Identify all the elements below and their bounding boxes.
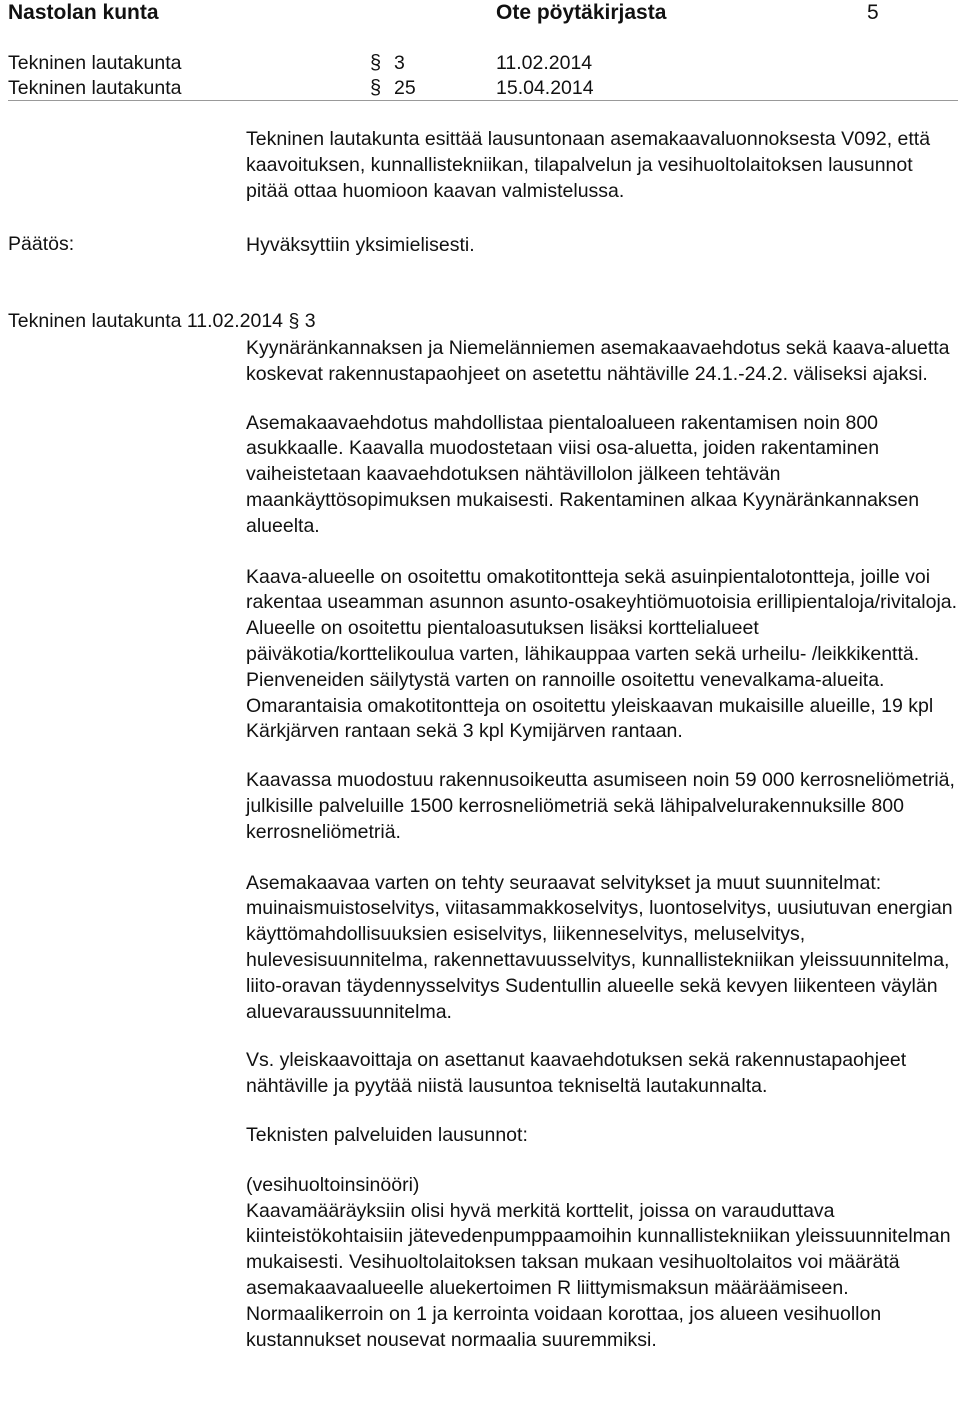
paragraph: Kaava-alueelle on osoitettu omakotitontteja sekä asuinpientalotontteja, joille voi rakentaa useamman asunnon asunto-osakeyhtiömuotoisia erillipientaloja/rivitaloja. Alueelle on osoitettu pientaloasutuksen lisäksi korttelialueet päiväkotia/korttelikoulua varten, lähikauppaa varten sekä urheilu- /leikkikenttä. Pienveneiden säilytystä varten on rannoille osoitettu venevalkama-alueita. Omarantaisia omakotitontteja on osoitettu yleiskaavan mukaisille alueille, 19 kpl Kärkjärven rantaan sekä 3 kpl Kymijärven rantaan. — [246, 565, 958, 743]
page-number: 5 — [867, 1, 879, 24]
proposal-text: Tekninen lautakunta esittää lausuntonaan asemakaavaluonnoksesta V092, että kaavoituksen, kunnallistekniikan, tilapalvelun ja vesihuoltolaitoksen lausunnot pitää ottaa huomioon kaavan valmistelussa. — [246, 128, 931, 202]
paragraph: Kaavassa muodostuu rakennusoikeutta asumiseen noin 59 000 kerrosneliömetriä, julkisille palveluille 1500 kerrosneliömetriä sekä lähipalvelurakennuksille 800 kerrosneliömetriä. — [246, 769, 955, 843]
reference-row — [8, 77, 958, 101]
section-number: 25 — [394, 77, 416, 99]
main-text-block — [246, 336, 958, 1353]
paragraph: Asemakaavaehdotus mahdollistaa pientaloalueen rakentamisen noin 800 asukkaalle. Kaavalla muodostetaan viisi osa-aluetta, joiden rakentaminen vaiheistetaan kaavaehdotuksen nähtävillolon jälkeen tehtävän maankäyttösopimuksen mukaisesti. Rakentaminen alkaa Kyynäränkannaksen alueelta. — [246, 411, 920, 537]
meeting-date: 15.04.2014 — [496, 77, 594, 99]
section-sign-icon: § — [370, 52, 382, 74]
paragraph: Asemakaavaa varten on tehty seuraavat selvitykset ja muut suunnitelmat: muinaismuistoselvitys, viitasammakkoselvitys, luontoselvitys, uusiutuvan energian käyttömahdollisuuksien esiselvitys, liikenneselvitys, meluselvitys, hulevesisuunnitelma, rakennettavuusselvitys, kunnallistekniikan yleissuunnitelma, liito-oravan täydennysselvitys Sudentullin alueelle sekä kevyen liikenteen väylän aluevaraussuunnitelma. — [246, 871, 953, 1023]
paragraph: Teknisten palveluiden lausunnot: — [246, 1123, 528, 1146]
paragraph: Vs. yleiskaavoittaja on asettanut kaavaehdotuksen sekä rakennustapaohjeet nähtäville ja pyytää niistä lausuntoa tekniseltä lautakunnalta. — [246, 1049, 907, 1098]
committee-name: Tekninen lautakunta — [8, 77, 182, 99]
decision-text: Hyväksyttiin yksimielisesti. — [246, 234, 475, 256]
statement-text: Kaavamääräyksiin olisi hyvä merkitä korttelit, joissa on varauduttava kiinteistökohtaisiin jätevedenpumppaamoihin kunnallistekniikan yleissuunnitelman mukaisesti. Vesihuoltolaitoksen taksan mukaan vesihuoltolaitos voi määrätä asemakaavaalueelle aluekertoimen R liittymismaksun määräämiseen. Normaalikerroin on 1 ja kerrointa voidaan korottaa, jos alueen vesihuollon kustannukset nousevat normaalia suuremmiksi. — [246, 1199, 951, 1351]
section-sign-icon: § — [370, 77, 382, 99]
document-header — [0, 0, 960, 28]
section-number: 3 — [394, 52, 405, 74]
committee-name: Tekninen lautakunta — [8, 52, 182, 74]
paragraph: Kyynäränkannaksen ja Niemelänniemen asemakaavaehdotus sekä kaava-aluetta koskevat rakennustapaohjeet on asetettu nähtäville 24.1.-24.2. väliseksi ajaksi. — [246, 337, 950, 385]
section-heading: Tekninen lautakunta 11.02.2014 § 3 — [8, 310, 316, 332]
proposal-text-block — [246, 127, 958, 204]
decision-text-block — [246, 233, 958, 259]
municipality-name: Nastolan kunta — [8, 1, 159, 24]
document-title: Ote pöytäkirjasta — [496, 1, 667, 24]
meeting-date: 11.02.2014 — [496, 52, 593, 74]
decision-label: Päätös: — [8, 233, 75, 255]
reference-row — [8, 52, 958, 76]
statement-author: (vesihuoltoinsinööri) — [246, 1173, 420, 1196]
